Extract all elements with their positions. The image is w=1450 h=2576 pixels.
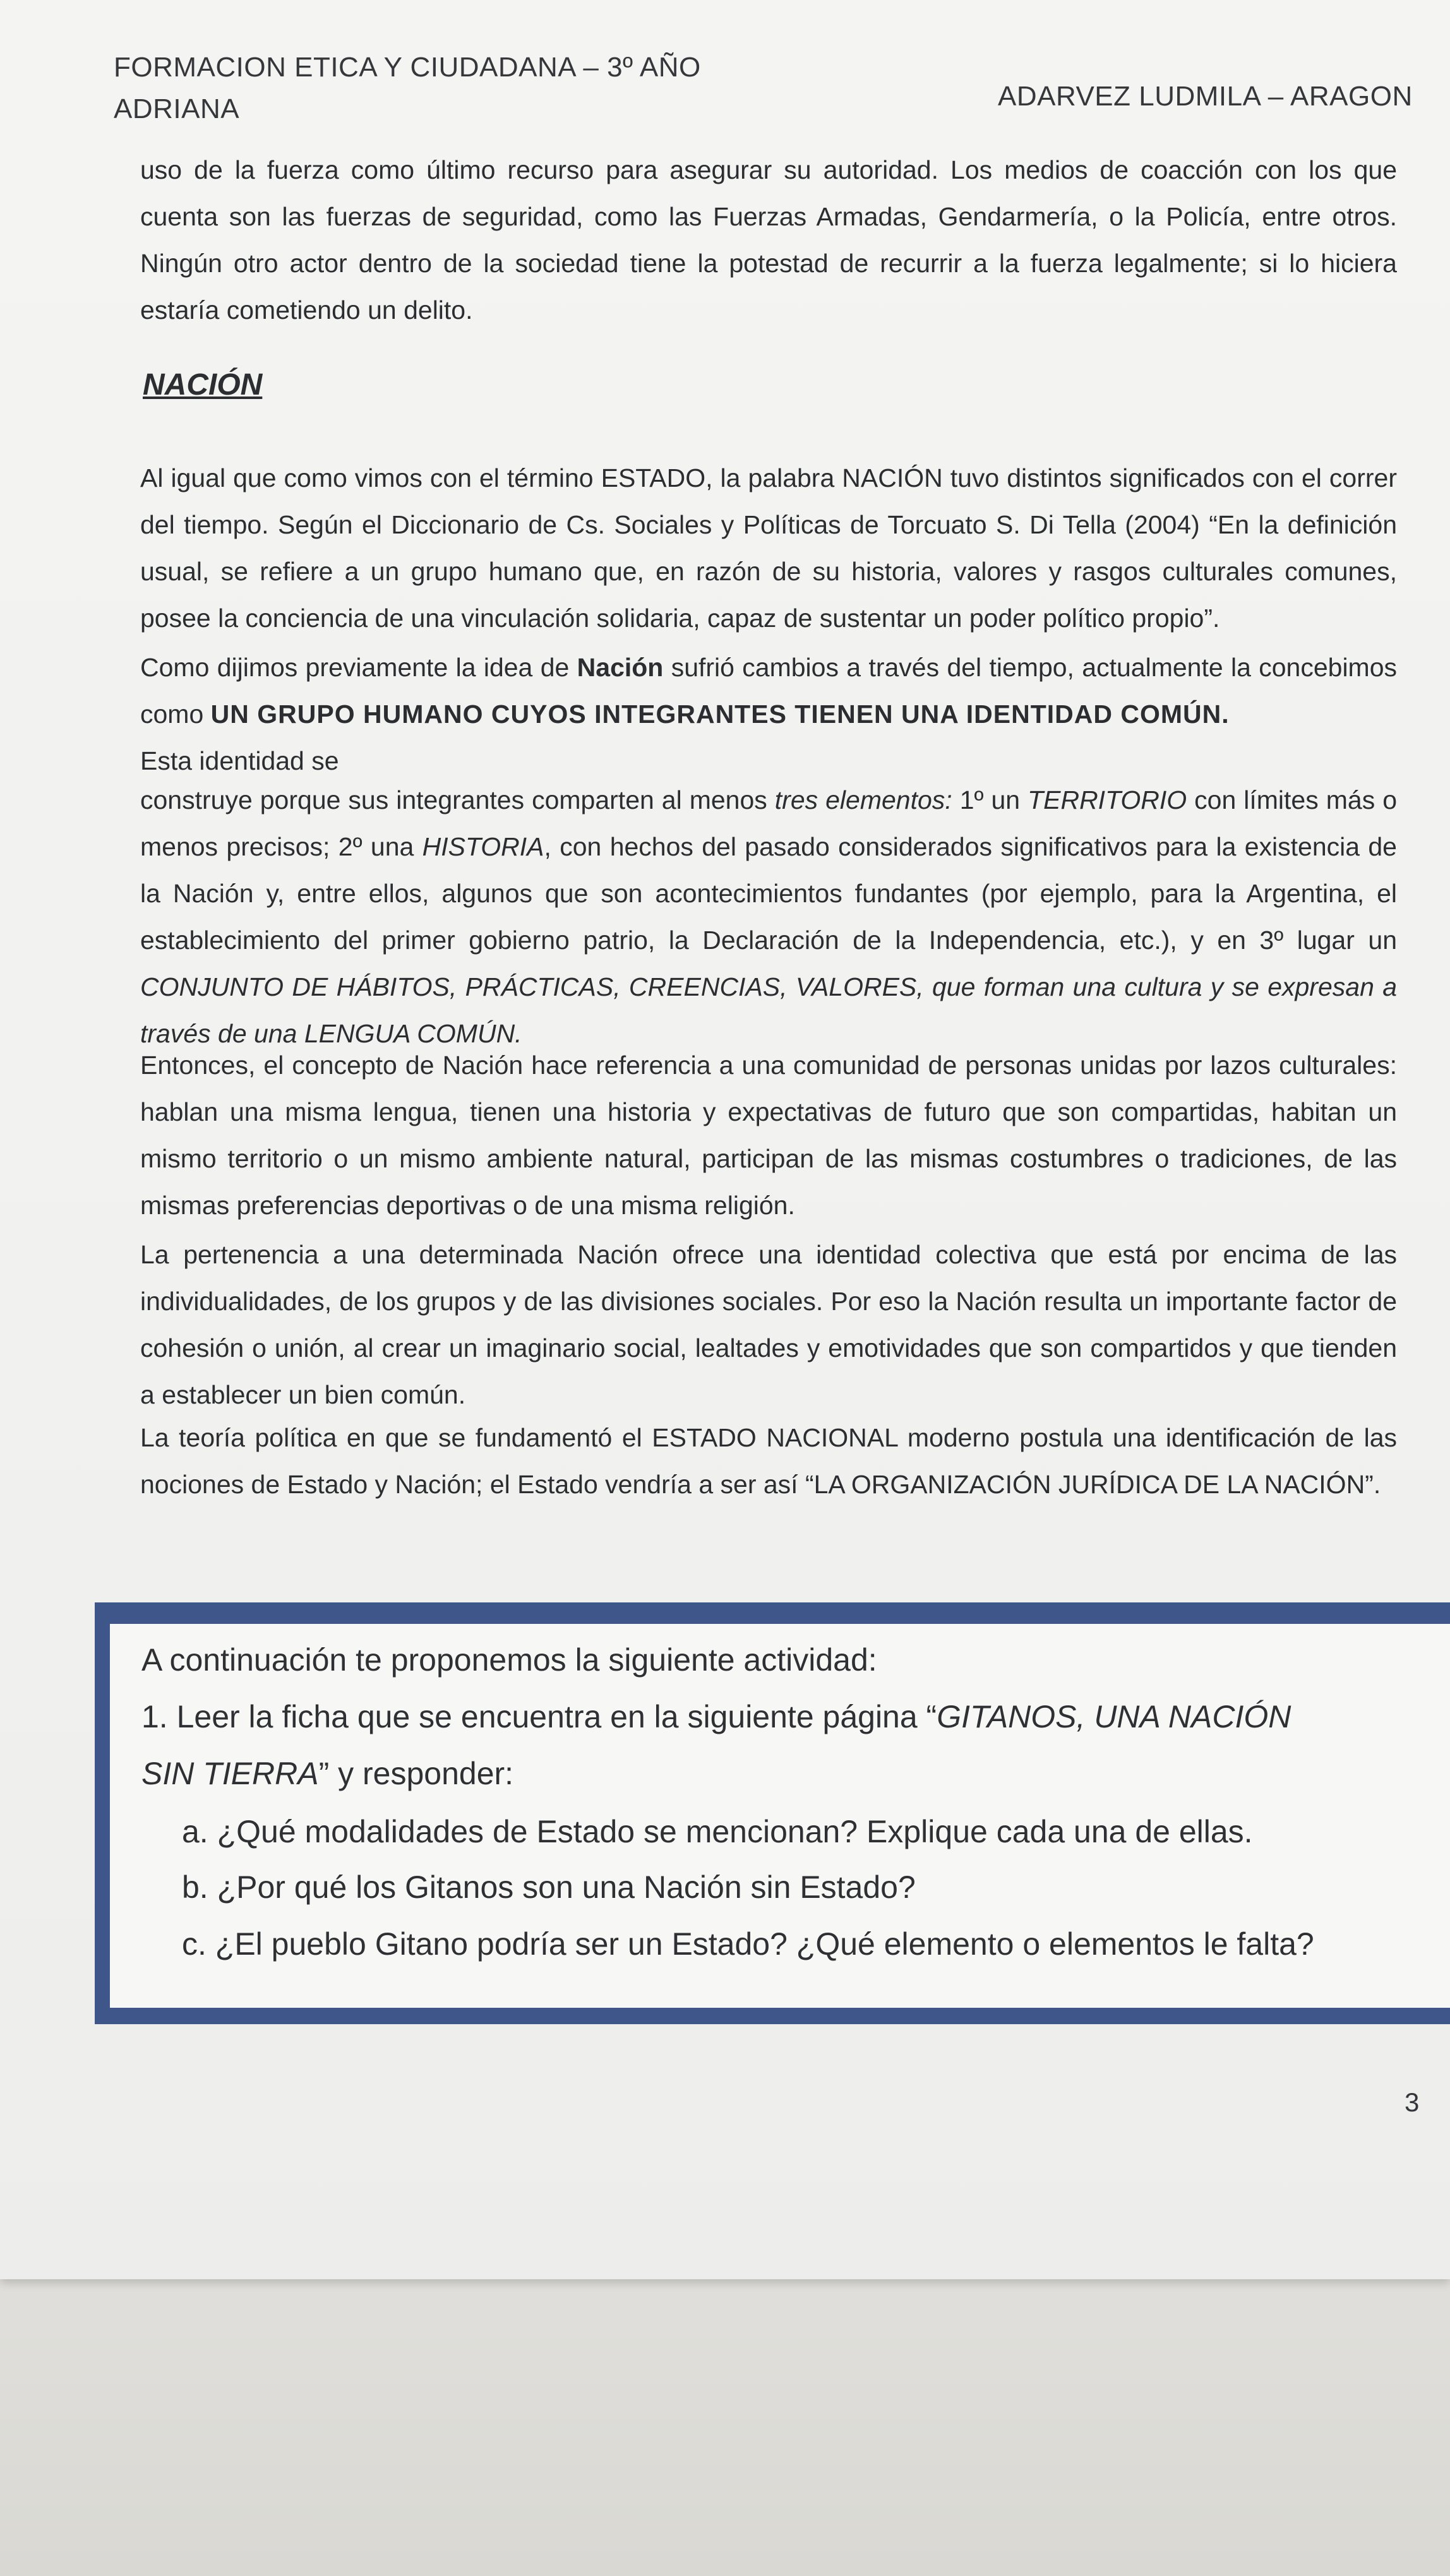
activity-border-top [95, 1602, 1450, 1624]
activity-question-a: a. ¿Qué modalidades de Estado se mencionan? Explique cada una de ellas. [182, 1814, 1253, 1849]
paragraph-elements: construye porque sus integrantes comparten al menos tres elementos: 1º un TERRITORIO con límites más o menos precisos; 2º una HISTORIA, con hechos del pasado considerados significativos para la existencia de la Nación y, entre ellos, algunos que son acontecimientos fundantes (por ejemplo, para la Argentina, el establecimiento del primer gobierno patrio, la Declaración de la Independencia, etc.), y en 3º lugar un CONJUNTO DE HÁBITOS, PRÁCTICAS, CREENCIAS, VALORES, que forman una cultura y se expresan a través de una LENGUA COMÚN. [140, 785, 1397, 1048]
intro-paragraph: uso de la fuerza como último recurso para asegurar su autoridad. Los medios de coacción con los que cuenta son las fuerzas de seguridad, como las Fuerzas Armadas, Gendarmería, o la Policía, entre otros. Ningún otro actor dentro de la sociedad tiene la potestad de recurrir a la fuerza legalmente; si lo hiciera estaría cometiendo un delito. [140, 155, 1397, 325]
section-title: NACIÓN [143, 368, 263, 402]
activity-question-b: b. ¿Por qué los Gitanos son una Nación sin Estado? [182, 1869, 916, 1905]
teacher-names: ADARVEZ LUDMILA – ARAGON [998, 81, 1413, 112]
paragraph-concept: Entonces, el concepto de Nación hace referencia a una comunidad de personas unidas por lazos culturales: hablan una misma lengua, tienen una historia y expectativas de futuro que son compartidas, habitan un mismo territorio o un mismo ambiente natural, participan de las mismas costumbres o tradiciones, de las mismas preferencias deportivas o de una misma religión. [140, 1051, 1397, 1220]
paragraph-belonging: La pertenencia a una determinada Nación ofrece una identidad colectiva que está por encima de las individualidades, de los grupos y de las divisiones sociales. Por eso la Nación resulta un importante factor de cohesión o unión, al crear un imaginario social, lealtades y emotividades que son compartidos y que tienden a establecer un bien común. [140, 1240, 1397, 1409]
paragraph-identity: Como dijimos previamente la idea de Nación sufrió cambios a través del tiempo, actualmente la concebimos como UN GRUPO HUMANO CUYOS INTEGRANTES TIENEN UNA IDENTIDAD COMÚN. Esta identidad se [140, 653, 1398, 775]
activity-intro: A continuación te proponemos la siguiente actividad: [141, 1642, 877, 1678]
activity-border-bottom [95, 2008, 1450, 2024]
course-title: FORMACION ETICA Y CIUDADANA – 3º AÑO [114, 52, 701, 83]
desk-surface [0, 2279, 1450, 2576]
page-number: 3 [1405, 2087, 1420, 2117]
activity-question-1-cont: SIN TIERRA” y responder: [141, 1756, 514, 1791]
activity-question-1: 1. Leer la ficha que se encuentra en la siguiente página “GITANOS, UNA NACIÓN [141, 1699, 1291, 1734]
student-name: ADRIANA [114, 93, 240, 124]
paragraph-theory: La teoría política en que se fundamentó el ESTADO NACIONAL moderno postula una identificación de las nociones de Estado y Nación; el Estado vendría a ser así “LA ORGANIZACIÓN JURÍDICA DE LA NACIÓN”. [140, 1423, 1397, 1499]
paragraph-definition: Al igual que como vimos con el término ESTADO, la palabra NACIÓN tuvo distintos significados con el correr del tiempo. Según el Diccionario de Cs. Sociales y Políticas de Torcuato S. Di Tella (2004) “En la definición usual, se refiere a un grupo humano que, en razón de su historia, valores y rasgos culturales comunes, posee la conciencia de una vinculación solidaria, capaz de sustentar un poder político propio”. [140, 463, 1397, 633]
activity-question-c: c. ¿El pueblo Gitano podría ser un Estado? ¿Qué elemento o elementos le falta? [182, 1926, 1314, 1962]
